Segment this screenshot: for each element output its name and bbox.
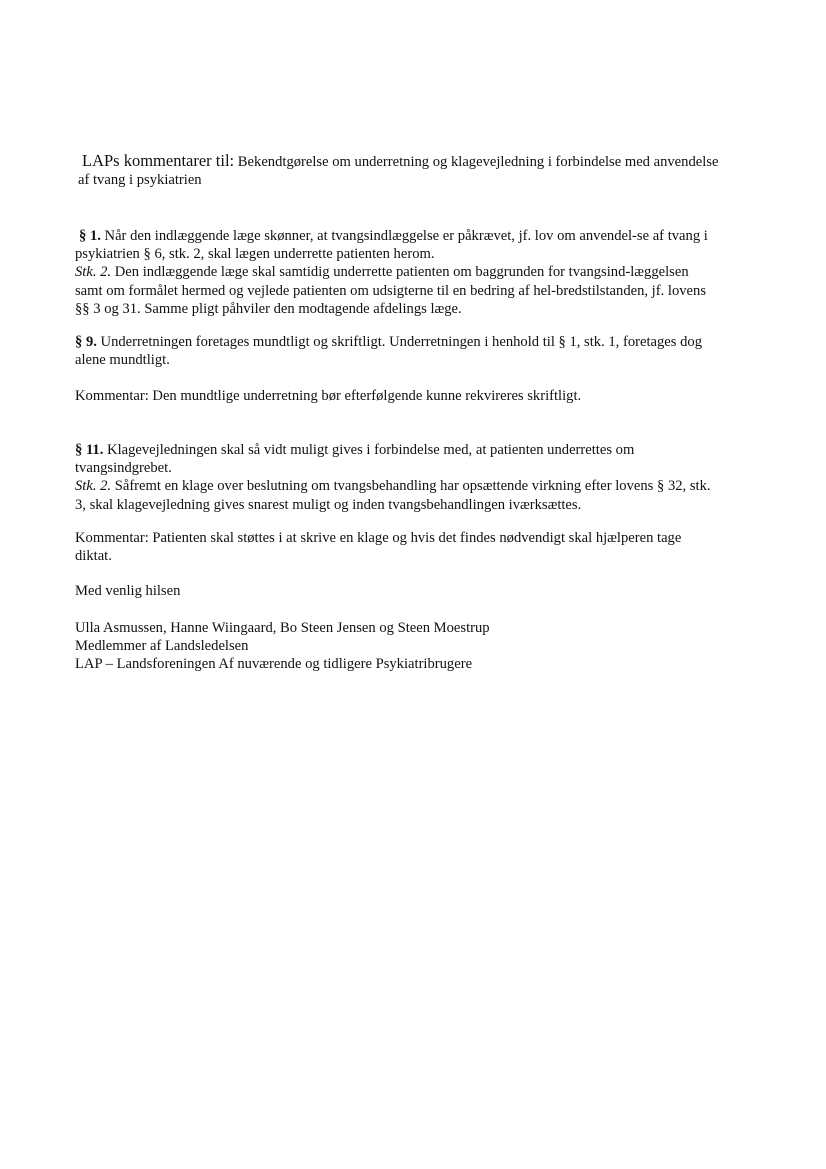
section-9	[75, 333, 755, 369]
title-line-2: af tvang i psykiatrien	[78, 172, 202, 189]
section-1-line-2: psykiatrien § 6, stk. 2, skal lægen underrette patienten herom.	[75, 246, 435, 263]
section-1-stk-line-1	[75, 263, 755, 281]
section-11-stk-label: Stk. 2.	[75, 478, 112, 495]
section-9-line-2: alene mundtligt.	[75, 352, 170, 369]
comment-1	[75, 387, 755, 405]
signature	[75, 619, 755, 674]
signature-names: Ulla Asmussen, Hanne Wiingaard, Bo Steen Jensen og Steen Moestrup	[75, 620, 490, 636]
closing-text: Med venlig hilsen	[75, 583, 181, 599]
section-1-stk-line-2: samt om formålet hermed og vejlede patienten om udsigterne til en bedring af hel-bredstilstanden, jf. lovens	[75, 282, 706, 299]
section-11-stk-line-2: 3, skal klagevejledning gives snarest muligt og inden tvangsbehandlingen iværksættes.	[75, 496, 582, 513]
title-rest: Bekendtgørelse om underretning og klagevejledning i forbindelse med anvendelse	[234, 154, 719, 170]
comment-2-line-1: Kommentar: Patienten skal støttes i at skrive en klage og hvis det findes nødvendigt skal hjælperen tage	[75, 530, 682, 546]
section-9-text-1: Underretningen foretages mundtligt og skriftligt. Underretningen i henhold til § 1, stk. 1, foretages dog	[96, 334, 702, 350]
section-1-stk-line-3: §§ 3 og 31. Samme pligt påhviler den modtagende afdelings læge.	[75, 300, 462, 317]
section-11	[75, 441, 755, 514]
section-11-stk-text-1: Såfremt en klage over beslutning om tvangsbehandling har opsættende virkning efter lovens § 32, stk.	[111, 478, 711, 495]
section-11-line-1	[75, 441, 755, 459]
section-1-stk-label: Stk. 2.	[75, 264, 112, 281]
section-11-line-2: tvangsindgrebet.	[75, 460, 172, 477]
section-9-line-1	[75, 333, 755, 351]
signature-role: Medlemmer af Landsledelsen	[75, 638, 249, 655]
comment-2-line-2: diktat.	[75, 548, 112, 565]
title-line-1	[78, 152, 758, 171]
comment-2	[75, 529, 755, 565]
section-9-number: § 9.	[75, 334, 97, 350]
document-title	[78, 152, 758, 189]
section-1-stk-text-1: Den indlæggende læge skal samtidig underrette patienten om baggrunden for tvangsind-læggelsen	[111, 264, 689, 281]
section-1-line-1	[75, 227, 755, 245]
section-1	[75, 227, 755, 318]
signature-org: LAP – Landsforeningen Af nuværende og tidligere Psykiatribrugere	[75, 656, 473, 673]
closing	[75, 582, 755, 600]
section-11-text-1: Klagevejledningen skal så vidt muligt gives i forbindelse med, at patienten underrettes om	[103, 442, 635, 458]
comment-1-text: Kommentar: Den mundtlige underretning bør efterfølgende kunne rekvireres skriftligt.	[75, 388, 582, 404]
section-1-text-1: Når den indlæggende læge skønner, at tvangsindlæggelse er påkrævet, jf. lov om anvendel-se af tvang i	[100, 228, 708, 244]
section-11-stk-line-1	[75, 477, 755, 495]
title-lead: LAPs kommentarer til:	[82, 151, 235, 170]
section-1-number: § 1.	[79, 228, 101, 244]
section-11-number: § 11.	[75, 442, 104, 458]
